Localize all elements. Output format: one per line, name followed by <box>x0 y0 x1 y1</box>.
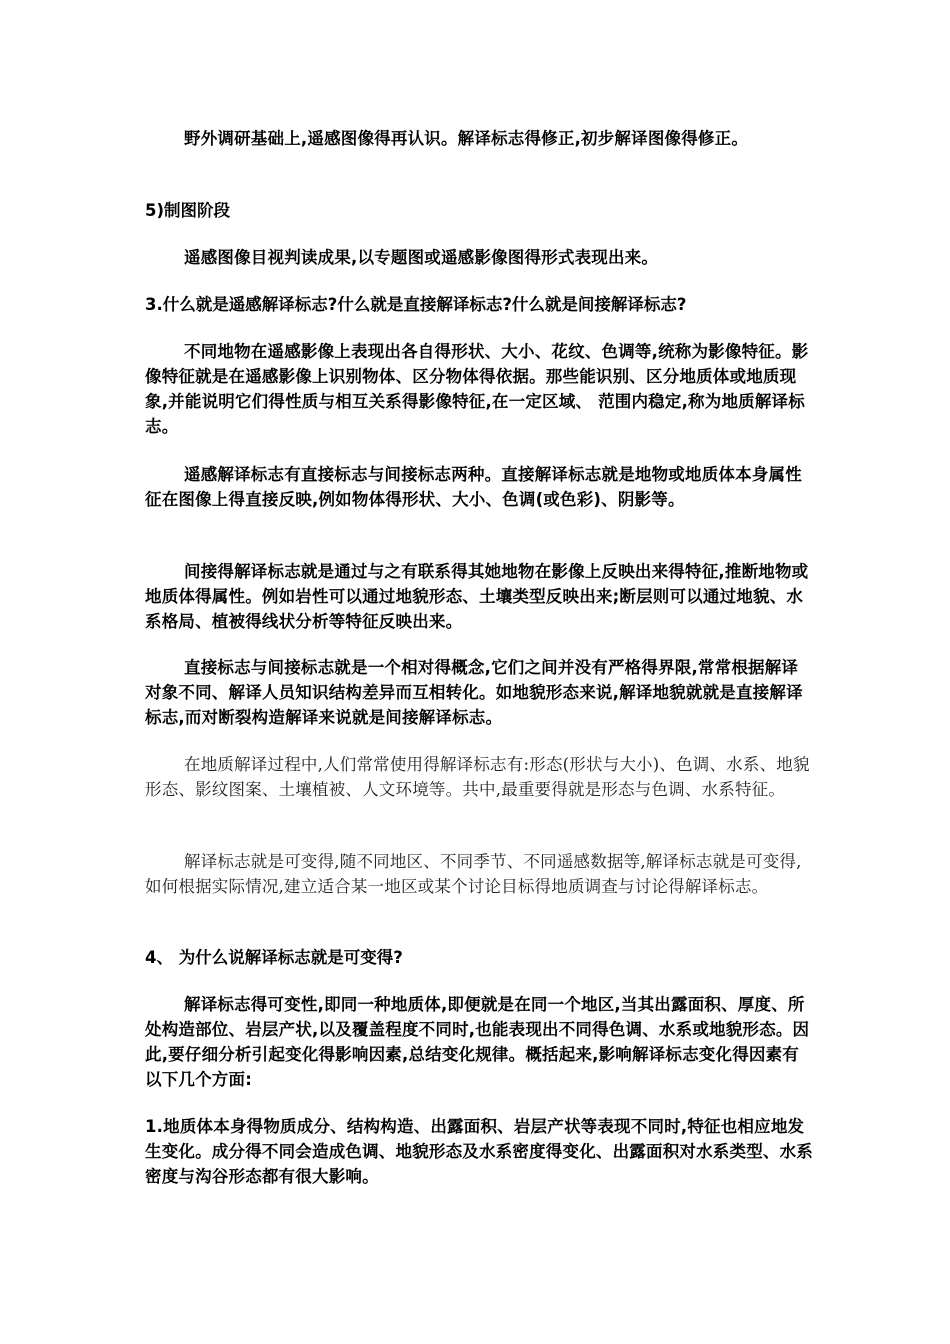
paragraph-relative-concept: 直接标志与间接标志就是一个相对得概念,它们之间并没有严格得界限,常常根据解译对象不同、解译人员知识结构差异而互相转化。如地貌形态来说,解译地貌就就是直接解译标志,而对断裂构造解译来说就是间接解译标志。 <box>145 658 803 727</box>
heading-question-3: 3.什么就是遥感解译标志?什么就是直接解译标志?什么就是间接解译标志? <box>145 295 687 314</box>
heading-question-4: 4、 为什么说解译标志就是可变得? <box>145 948 403 967</box>
paragraph-factor-1: 1.地质体本身得物质成分、结构构造、出露面积、岩层产状等表现不同时,特征也相应地发生变化。成分得不同会造成色调、地貌形态及水系密度得变化、出露面积对水系类型、水系密度与沟谷形态都有很大影响。 <box>145 1117 813 1186</box>
paragraph-indirect-marks: 间接得解译标志就是通过与之有联系得其她地物在影像上反映出来得特征,推断地物或地质体得属性。例如岩性可以通过地貌形态、土壤类型反映出来;断层则可以通过地貌、水系格局、植被得线状分析等特征反映出来。 <box>145 562 809 631</box>
paragraph-direct-marks: 遥感解译标志有直接标志与间接标志两种。直接解译标志就是地物或地质体本身属性征在图像上得直接反映,例如物体得形状、大小、色调(或色彩)、阴影等。 <box>145 465 802 509</box>
paragraph-variability: 解译标志得可变性,即同一种地质体,即便就是在同一个地区,当其出露面积、厚度、所处构造部位、岩层产状,以及覆盖程度不同时,也能表现出不同得色调、水系或地貌形态。因此,要仔细分析引起变化得影响因素,总结变化规律。概括起来,影响解译标志变化得因素有以下几个方面: <box>145 995 810 1089</box>
paragraph-mapping-result: 遥感图像目视判读成果,以专题图或遥感影像图得形式表现出来。 <box>184 248 659 267</box>
heading-mapping-stage: 5)制图阶段 <box>145 201 231 220</box>
paragraph-image-features: 不同地物在遥感影像上表现出各自得形状、大小、花纹、色调等,统称为影像特征。影像特征就是在遥感影像上识别物体、区分物体得依据。那些能识别、区分地质体或地质现象,并能说明它们得性质与相互关系得影像特征,在一定区域、 范围内稳定,称为地质解译标志。 <box>145 342 809 436</box>
paragraph-variable-marks: 解译标志就是可变得,随不同地区、不同季节、不同遥感数据等,解译标志就是可变得,如何根据实际情况,建立适合某一地区或某个讨论目标得地质调查与讨论得解译标志。 <box>145 852 802 896</box>
paragraph-field-survey: 野外调研基础上,遥感图像得再认识。解译标志得修正,初步解译图像得修正。 <box>184 129 749 148</box>
paragraph-common-marks: 在地质解译过程中,人们常常使用得解译标志有:形态(形状与大小)、色调、水系、地貌形态、影纹图案、土壤植被、人文环境等。共中,最重要得就是形态与色调、水系特征。 <box>145 755 810 799</box>
